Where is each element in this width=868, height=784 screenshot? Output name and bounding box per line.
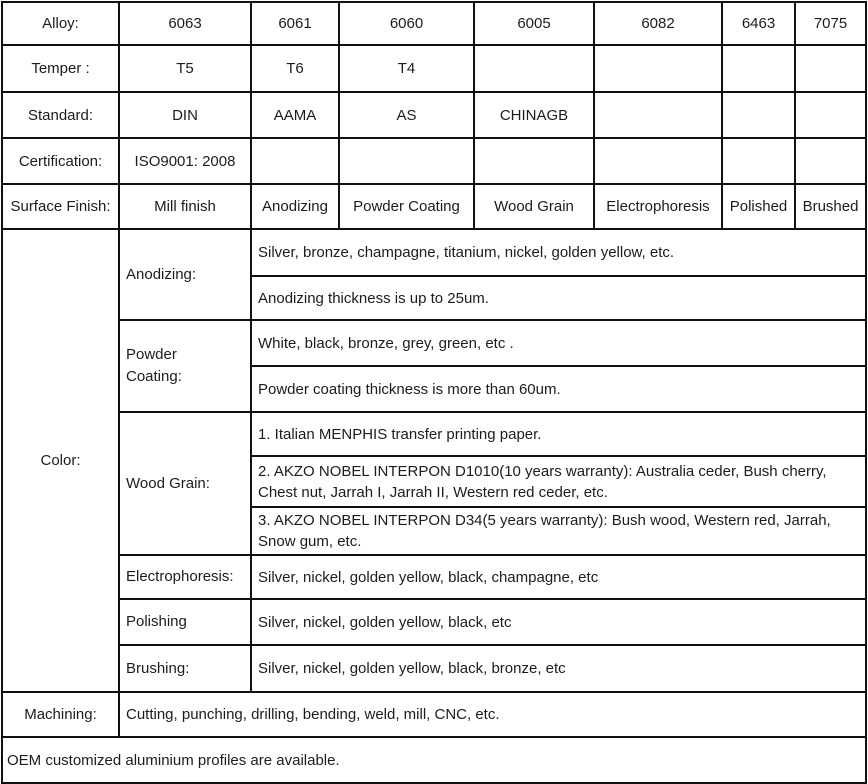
certification-value	[795, 138, 866, 184]
polishing-sub-label: Polishing	[119, 599, 251, 645]
row-certification	[2, 138, 866, 184]
row-color-electrophoresis	[2, 555, 866, 599]
alloy-value: 6061	[251, 2, 339, 45]
oem-note: OEM customized aluminium profiles are available.	[2, 737, 866, 783]
surface-finish-value: Mill finish	[119, 184, 251, 229]
alloy-value: 7075	[795, 2, 866, 45]
temper-value: T5	[119, 45, 251, 92]
row-color-woodgrain-1	[2, 412, 866, 456]
brushing-sub-label: Brushing:	[119, 645, 251, 692]
powder-thickness: Powder coating thickness is more than 60um.	[251, 366, 866, 412]
powder-colors: White, black, bronze, grey, green, etc .	[251, 320, 866, 366]
certification-value	[722, 138, 795, 184]
certification-value	[594, 138, 722, 184]
anodizing-sub-label: Anodizing:	[119, 229, 251, 320]
temper-value: T6	[251, 45, 339, 92]
row-color-anodizing-1	[2, 229, 866, 276]
electrophoresis-colors: Silver, nickel, golden yellow, black, champagne, etc	[251, 555, 866, 599]
row-oem-note	[2, 737, 866, 783]
standard-label: Standard:	[2, 92, 119, 138]
certification-value: ISO9001: 2008	[119, 138, 251, 184]
alloy-value: 6005	[474, 2, 594, 45]
row-color-powder-1	[2, 320, 866, 366]
machining-value: Cutting, punching, drilling, bending, weld, mill, CNC, etc.	[119, 692, 866, 737]
certification-value	[251, 138, 339, 184]
aluminium-spec-table	[1, 1, 867, 784]
standard-value	[594, 92, 722, 138]
standard-value	[722, 92, 795, 138]
standard-value: CHINAGB	[474, 92, 594, 138]
machining-label: Machining:	[2, 692, 119, 737]
surface-finish-label: Surface Finish:	[2, 184, 119, 229]
electrophoresis-sub-label: Electrophoresis:	[119, 555, 251, 599]
surface-finish-value: Anodizing	[251, 184, 339, 229]
powder-coating-sub-label: Powder Coating:	[119, 320, 251, 412]
wood-grain-item-3: 3. AKZO NOBEL INTERPON D34(5 years warranty): Bush wood, Western red, Jarrah, Snow gum, etc.	[251, 507, 866, 555]
anodizing-thickness: Anodizing thickness is up to 25um.	[251, 276, 866, 320]
temper-value	[594, 45, 722, 92]
temper-value	[722, 45, 795, 92]
standard-value	[795, 92, 866, 138]
temper-value: T4	[339, 45, 474, 92]
alloy-value: 6082	[594, 2, 722, 45]
row-color-brushing	[2, 645, 866, 692]
wood-grain-item-1: 1. Italian MENPHIS transfer printing paper.	[251, 412, 866, 456]
surface-finish-value: Brushed	[795, 184, 866, 229]
row-standard	[2, 92, 866, 138]
certification-value	[474, 138, 594, 184]
polishing-colors: Silver, nickel, golden yellow, black, etc	[251, 599, 866, 645]
color-label: Color:	[2, 229, 119, 692]
row-machining	[2, 692, 866, 737]
row-temper	[2, 45, 866, 92]
surface-finish-value: Powder Coating	[339, 184, 474, 229]
temper-value	[474, 45, 594, 92]
row-surface-finish	[2, 184, 866, 229]
wood-grain-item-2: 2. AKZO NOBEL INTERPON D1010(10 years warranty): Australia ceder, Bush cherry, Chest nut, Jarrah I, Jarrah II, Western red ceder, etc.	[251, 456, 866, 507]
standard-value: AS	[339, 92, 474, 138]
anodizing-colors: Silver, bronze, champagne, titanium, nickel, golden yellow, etc.	[251, 229, 866, 276]
brushing-colors: Silver, nickel, golden yellow, black, bronze, etc	[251, 645, 866, 692]
surface-finish-value: Wood Grain	[474, 184, 594, 229]
certification-label: Certification:	[2, 138, 119, 184]
temper-label: Temper :	[2, 45, 119, 92]
alloy-value: 6463	[722, 2, 795, 45]
row-alloy	[2, 2, 866, 45]
surface-finish-value: Polished	[722, 184, 795, 229]
standard-value: AAMA	[251, 92, 339, 138]
alloy-label: Alloy:	[2, 2, 119, 45]
alloy-value: 6060	[339, 2, 474, 45]
temper-value	[795, 45, 866, 92]
wood-grain-sub-label: Wood Grain:	[119, 412, 251, 555]
surface-finish-value: Electrophoresis	[594, 184, 722, 229]
row-color-polishing	[2, 599, 866, 645]
standard-value: DIN	[119, 92, 251, 138]
certification-value	[339, 138, 474, 184]
alloy-value: 6063	[119, 2, 251, 45]
